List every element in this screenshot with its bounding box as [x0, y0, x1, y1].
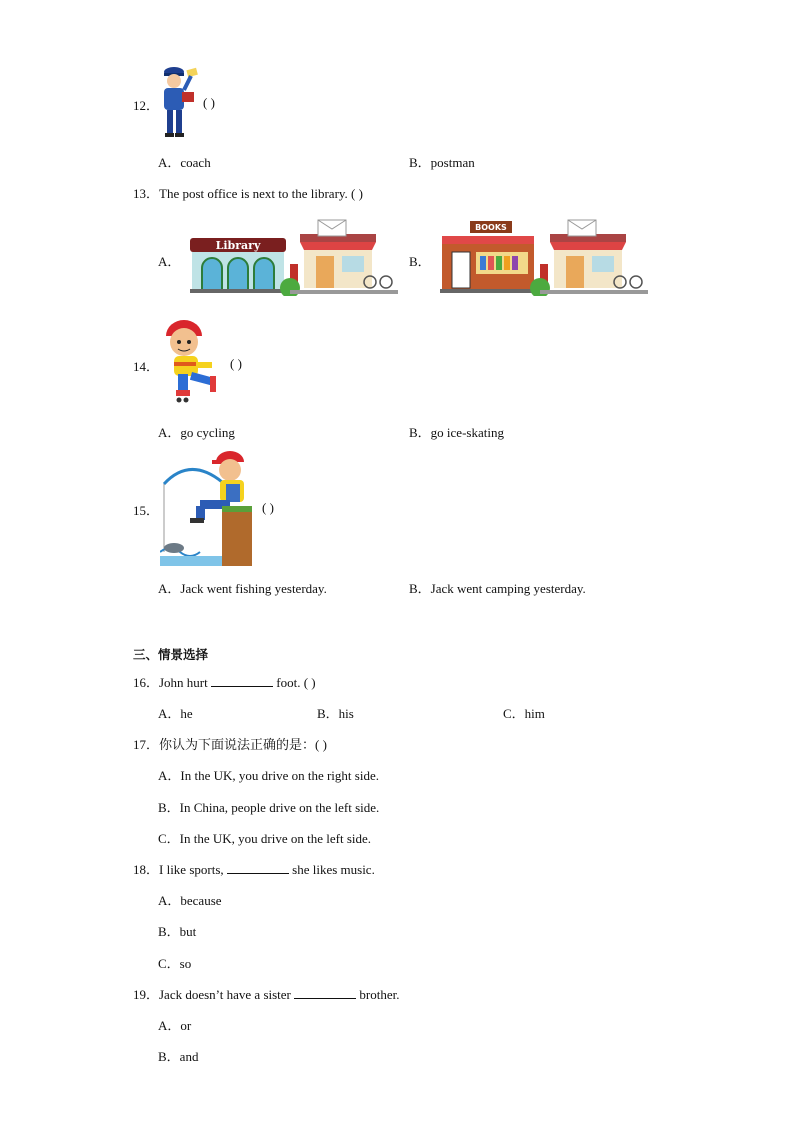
q19-blank[interactable] — [294, 998, 356, 999]
q14-number: 14． — [133, 359, 160, 374]
q13-option-a[interactable]: A． — [158, 254, 181, 269]
q18-option-b[interactable]: B．but — [158, 924, 197, 939]
q15-option-b[interactable]: B．Jack went camping yesterday. — [409, 581, 586, 596]
q16-option-c[interactable]: C．him — [503, 706, 545, 721]
postman-picture — [158, 64, 200, 140]
q17-option-b[interactable]: B．In China, people drive on the left side. — [158, 800, 380, 815]
fishing-boy-picture — [160, 448, 252, 566]
q18-option-a[interactable]: A．because — [158, 893, 222, 908]
library-and-post-office-picture — [190, 216, 400, 296]
q16-option-a[interactable]: A．he — [158, 706, 193, 721]
q19-suffix: brother. — [359, 987, 400, 1002]
q14-option-b[interactable]: B．go ice-skating — [409, 425, 504, 440]
q13-option-b[interactable]: B． — [409, 254, 431, 269]
q15-option-a[interactable]: A．Jack went fishing yesterday. — [158, 581, 327, 596]
q14-answer-paren: ( ) — [230, 356, 242, 371]
q19-text — [133, 984, 399, 1003]
q16-suffix: foot. ( ) — [276, 675, 316, 690]
q12-option-b[interactable]: B．postman — [409, 155, 475, 170]
q15-answer-paren: ( ) — [262, 500, 274, 515]
q12-number: 12． — [133, 98, 160, 113]
q15-number: 15． — [133, 503, 160, 518]
q19-prefix: 19．Jack doesn’t have a sister — [133, 987, 291, 1002]
q16-prefix: 16．John hurt — [133, 675, 208, 690]
q17-option-c[interactable]: C．In the UK, you drive on the left side. — [158, 831, 372, 846]
q16-text — [133, 672, 316, 691]
library-sign: Library — [215, 239, 261, 252]
q18-text — [133, 859, 375, 878]
q18-suffix: she likes music. — [292, 862, 375, 877]
q16-blank[interactable] — [211, 686, 273, 687]
q18-blank[interactable] — [227, 873, 289, 874]
section-3-title: 三、情景选择 — [133, 647, 209, 662]
books-sign: BOOKS — [475, 223, 507, 232]
q18-prefix: 18．I like sports, — [133, 862, 224, 877]
q19-option-a[interactable]: A．or — [158, 1018, 192, 1033]
skating-boy-picture — [158, 318, 222, 404]
q16-option-b[interactable]: B．his — [317, 706, 354, 721]
q18-option-c[interactable]: C．so — [158, 956, 192, 971]
q14-option-a[interactable]: A．go cycling — [158, 425, 235, 440]
q17-text: 17．你认为下面说法正确的是：( ) — [133, 737, 327, 752]
q12-option-a[interactable]: A．coach — [158, 155, 211, 170]
q13-text: 13．The post office is next to the library. ( ) — [133, 186, 363, 201]
q12-answer-paren: ( ) — [203, 95, 215, 110]
q19-option-b[interactable]: B．and — [158, 1049, 199, 1064]
bookstore-and-post-office-picture — [440, 216, 650, 296]
q17-option-a[interactable]: A．In the UK, you drive on the right side. — [158, 768, 379, 783]
